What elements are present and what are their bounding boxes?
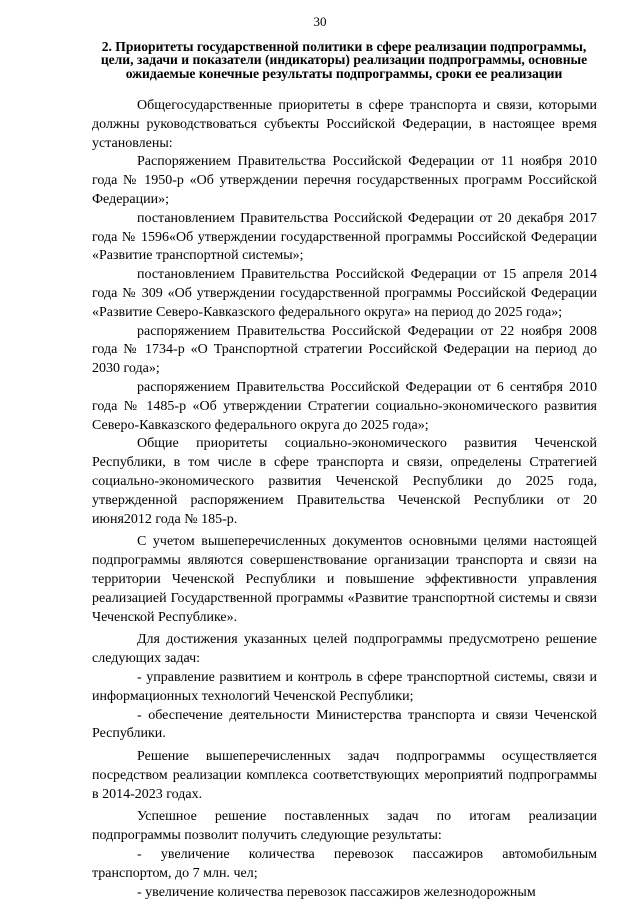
paragraph: Успешное решение поставленных задач по итогам реализации подпрограммы позволит получить следующие результаты: <box>92 809 597 844</box>
paragraph: Распоряжением Правительства Российской Федерации от 11 ноября 2010 года № 1950-р «Об утверждении перечня государственных программ Российской Федерации»; <box>92 154 597 207</box>
list-item: - обеспечение деятельности Министерства транспорта и связи Чеченской Республики. <box>92 707 597 742</box>
paragraph: распоряжением Правительства Российской Федерации от 22 ноября 2008 года № 1734-р «О Транспортной стратегии Российской Федерации на период до 2030 года»; <box>92 323 597 377</box>
paragraph: постановлением Правительства Российской Федерации от 20 декабря 2017 года № 1596«Об утверждении государственной программы Российской Федерации «Развитие транспортной системы»; <box>92 210 597 264</box>
paragraph: Общие приоритеты социально-экономического развития Чеченской Республики, в том числе в сфере транспорта и связи, определены Стратегией социально-экономического развития Чеченской Республики до 2025 года, утвержденной распоряжением Правительства Чеченской Республики от 20 июня2012 года № 185-р. <box>92 436 597 527</box>
paragraph: С учетом вышеперечисленных документов основными целями настоящей подпрограммы являются совершенствование организации транспорта и связи на территории Чеченской Республики и повышение эффективности управления реализацией Государственной программы «Развитие транспортной системы и связи Чеченской Республике». <box>92 534 597 625</box>
list-item: - управление развитием и контроль в сфере транспортной системы, связи и информационных технологий Чеченской Республики; <box>92 669 597 704</box>
list-item: - увеличение количества перевозок пассажиров железнодорожным <box>137 884 536 900</box>
page-number: 30 <box>313 14 327 29</box>
paragraph: Общегосударственные приоритеты в сфере транспорта и связи, которыми должны руководствоваться субъекты Российской Федерации, в настоящее время установлены: <box>92 98 597 151</box>
document-body <box>92 97 597 902</box>
paragraph: распоряжением Правительства Российской Федерации от 6 сентября 2010 года № 1485-р «Об утверждении Стратегии социально-экономического развития Северо-Кавказского федерального округа до 2025 года»; <box>92 379 597 433</box>
paragraph: Решение вышеперечисленных задач подпрограммы осуществляется посредством реализации комплекса соответствующих мероприятий подпрограммы в 2014-2023 годах. <box>92 749 597 802</box>
paragraph: постановлением Правительства Российской Федерации от 15 апреля 2014 года № 309 «Об утверждении государственной программы Российской Федерации «Развитие Северо-Кавказского федерального округа» на период до 2025 года»; <box>92 267 597 320</box>
section-heading: 2. Приоритеты государственной политики в сфере реализации подпрограммы, цели, задачи и показатели (индикаторы) реализации подпрограммы, основные ожидаемые конечные результаты подпрограммы, сроки ее реализации <box>100 39 588 81</box>
list-item: - увеличение количества перевозок пассажиров автомобильным транспортом, до 7 млн. чел; <box>92 847 597 881</box>
paragraph: Для достижения указанных целей подпрограммы предусмотрено решение следующих задач: <box>92 632 597 667</box>
